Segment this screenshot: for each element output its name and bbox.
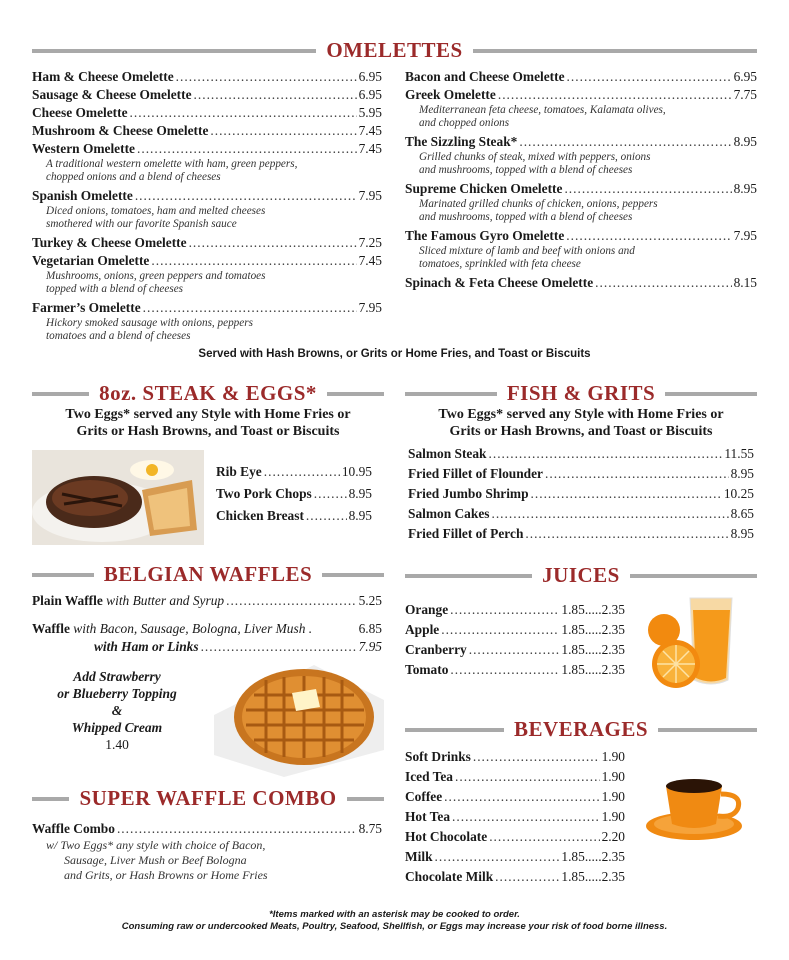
leader-dots — [491, 504, 728, 524]
item-description: Diced onions, tomatoes, ham and melted cheeses — [46, 205, 266, 217]
item-name: Ham & Cheese Omelette — [32, 69, 174, 84]
leader-dots — [595, 274, 731, 292]
juices-title: JUICES — [542, 563, 620, 587]
item-description: and mushrooms, topped with a blend of cheeses — [419, 164, 633, 176]
leader-dots — [210, 122, 356, 140]
menu-item-fried-jumbo-shrimp — [408, 484, 754, 504]
item-price: 1.85.....2.35 — [561, 849, 625, 864]
menu-item-sausage-cheese-omelette — [32, 86, 382, 104]
item-price: 1.90 — [601, 809, 625, 824]
menu-item-fried-fillet-of-flounder — [408, 464, 754, 484]
leader-dots — [566, 227, 731, 245]
menu-item-hot-chocolate — [405, 827, 625, 847]
leader-dots — [452, 807, 600, 827]
leader-dots — [143, 299, 357, 317]
item-name: Rib Eye — [216, 464, 262, 479]
fish-header — [405, 381, 757, 406]
item-price: 6.95 — [358, 87, 382, 102]
item-name: Milk — [405, 849, 433, 864]
omelettes-left-column — [32, 68, 382, 346]
item-name: The Famous Gyro Omelette — [405, 228, 565, 243]
steak-intro: Two Eggs* served any Style with Home Fries or Grits or Hash Browns, and Toast or Biscuits — [65, 407, 351, 439]
item-name: Farmer’s Omelette — [32, 300, 141, 315]
juices-list — [405, 600, 625, 680]
menu-item-milk — [405, 847, 625, 867]
leader-dots — [314, 483, 347, 505]
super-combo-description: w/ Two Eggs* any style with choice of Bacon, Sausage, Liver Mush or Beef Bologna and Grits, or Hash Browns or Home Fries — [46, 838, 268, 882]
fish-list — [408, 444, 754, 544]
item-name: Cheese Omelette — [32, 105, 128, 120]
steak-list — [216, 461, 372, 527]
footer-disclaimer: *Items marked with an asterisk may be cooked to order. Consuming raw or undercooked Meats, Poultry, Seafood, Shellfish, or Eggs may increase your risk of food borne illness. — [121, 909, 668, 932]
item-description: smothered with our favorite Spanish sauce — [46, 218, 237, 230]
item-price: 10.25 — [723, 486, 754, 501]
item-name: Spanish Omelette — [32, 188, 133, 203]
item-name: Fried Fillet of Flounder — [408, 466, 543, 481]
item-price: 1.90 — [601, 789, 625, 804]
waffle-photo — [204, 655, 386, 780]
waffles-title: BELGIAN WAFFLES — [103, 562, 313, 586]
item-price: 7.45 — [358, 123, 382, 138]
item-name: Turkey & Cheese Omelette — [32, 235, 187, 250]
item-name: The Sizzling Steak* — [405, 134, 518, 149]
menu-item-chicken-breast — [216, 505, 372, 527]
leader-dots — [455, 767, 600, 787]
steak-eggs-photo — [32, 450, 204, 545]
menu-item-spinach-feta-cheese-omelette — [405, 274, 757, 292]
leader-dots — [306, 505, 347, 527]
item-price: 10.95 — [341, 464, 372, 479]
item-price: 8.95 — [730, 466, 754, 481]
menu-item-orange — [405, 600, 625, 620]
item-name: Fried Jumbo Shrimp — [408, 486, 529, 501]
item-description: Sliced mixture of lamb and beef with onions and — [419, 245, 635, 257]
menu-item-salmon-steak — [408, 444, 754, 464]
item-name: Orange — [405, 602, 449, 617]
item-price: 8.95 — [733, 181, 757, 196]
item-name: Vegetarian Omelette — [32, 253, 150, 268]
leader-dots — [444, 787, 599, 807]
item-price: 7.45 — [358, 141, 382, 156]
item-name: Spinach & Feta Cheese Omelette — [405, 275, 594, 290]
omelettes-header — [32, 38, 757, 63]
item-price: 8.95 — [348, 486, 372, 501]
item-price: 1.85.....2.35 — [561, 642, 625, 657]
beverages-header — [405, 717, 757, 742]
item-name: Tomato — [405, 662, 449, 677]
served-with-note: Served with Hash Browns, or Grits or Home Fries, and Toast or Biscuits — [198, 348, 591, 360]
item-description: A traditional western omelette with ham, green peppers, — [46, 158, 298, 170]
item-name: Hot Chocolate — [405, 829, 488, 844]
item-description: Mushrooms, onions, green peppers and tomatoes — [46, 270, 266, 282]
leader-dots — [450, 600, 559, 620]
menu-item-ham-cheese-omelette — [32, 68, 382, 86]
item-description: Grilled chunks of steak, mixed with peppers, onions — [419, 151, 651, 163]
leader-dots — [137, 140, 357, 158]
item-name: Salmon Cakes — [408, 506, 490, 521]
menu-item-soft-drinks — [405, 747, 625, 767]
item-description: and chopped onions — [419, 117, 510, 129]
item-name: Iced Tea — [405, 769, 453, 784]
leader-dots — [519, 133, 731, 151]
leader-dots — [194, 86, 357, 104]
juices-header — [405, 563, 757, 588]
orange-juice-photo — [646, 592, 738, 692]
item-price: 7.95 — [358, 300, 382, 315]
item-name: Cranberry — [405, 642, 467, 657]
leader-dots — [564, 180, 731, 198]
item-name: Bacon and Cheese Omelette — [405, 69, 565, 84]
menu-item-coffee — [405, 787, 625, 807]
coffee-cup-photo — [644, 772, 750, 842]
menu-item-cranberry — [405, 640, 625, 660]
menu-item-tomato — [405, 660, 625, 680]
item-price: 7.25 — [358, 235, 382, 250]
leader-dots — [489, 444, 723, 464]
leader-dots — [264, 461, 340, 483]
item-name: Western Omelette — [32, 141, 135, 156]
super-combo-list — [32, 820, 382, 883]
item-name: Chocolate Milk — [405, 869, 494, 884]
menu-item-the-famous-gyro-omelette — [405, 227, 757, 245]
fish-title: FISH & GRITS — [506, 381, 656, 405]
item-description: and mushrooms, topped with a blend of cheeses — [419, 211, 633, 223]
waffles-list — [32, 592, 382, 656]
menu-item-the-sizzling-steak — [405, 133, 757, 151]
menu-item-fried-fillet-of-perch — [408, 524, 754, 544]
steak-header — [32, 381, 384, 406]
item-price: 8.15 — [733, 275, 757, 290]
waffles-header — [32, 562, 384, 587]
item-description: tomatoes, sprinkled with feta cheese — [419, 258, 581, 270]
menu-item-spanish-omelette — [32, 187, 382, 205]
item-price: 1.90 — [601, 749, 625, 764]
leader-dots — [498, 86, 732, 104]
menu-item-rib-eye — [216, 461, 372, 483]
item-description: Hickory smoked sausage with onions, peppers — [46, 317, 253, 329]
menu-item-iced-tea — [405, 767, 625, 787]
leader-dots — [130, 104, 357, 122]
menu-item-hot-tea — [405, 807, 625, 827]
leader-dots — [567, 68, 732, 86]
fish-intro: Two Eggs* served any Style with Home Fries or Grits or Hash Browns, and Toast or Biscuits — [438, 407, 724, 439]
menu-item-turkey-cheese-omelette — [32, 234, 382, 252]
menu-item-supreme-chicken-omelette — [405, 180, 757, 198]
menu-item-bacon-and-cheese-omelette — [405, 68, 757, 86]
leader-dots — [531, 484, 722, 504]
menu-item-waffle-combo: Waffle Combo ..... 8.75 — [32, 820, 382, 838]
menu-item-waffle-ham: with Ham or Links ..... 7.95 — [32, 638, 382, 656]
leader-dots — [489, 827, 599, 847]
item-price: 1.90 — [601, 769, 625, 784]
item-name: Supreme Chicken Omelette — [405, 181, 563, 196]
item-price: 7.95 — [733, 228, 757, 243]
item-price: 2.20 — [601, 829, 625, 844]
topping-offer: Add Strawberry or Blueberry Topping & Whipped Cream 1.40 — [57, 669, 177, 752]
item-name: Mushroom & Cheese Omelette — [32, 123, 209, 138]
item-name: Two Pork Chops — [216, 486, 312, 501]
leader-dots — [450, 660, 559, 680]
item-name: Sausage & Cheese Omelette — [32, 87, 192, 102]
item-description: Mediterranean feta cheese, tomatoes, Kalamata olives, — [419, 104, 666, 116]
leader-dots — [441, 620, 559, 640]
item-price: 1.85.....2.35 — [561, 869, 625, 884]
item-price: 8.65 — [730, 506, 754, 521]
item-description: topped with a blend of cheeses — [46, 283, 184, 295]
menu-item-plain-waffle: Plain Waffle with Butter and Syrup ..... 5.25 — [32, 592, 382, 610]
super-combo-header — [32, 786, 384, 811]
menu-item-mushroom-cheese-omelette — [32, 122, 382, 140]
menu-item-two-pork-chops — [216, 483, 372, 505]
leader-dots — [473, 747, 600, 767]
item-name: Salmon Steak — [408, 446, 487, 461]
item-price: 6.95 — [358, 69, 382, 84]
item-name: Soft Drinks — [405, 749, 471, 764]
omelettes-right-column — [405, 68, 757, 292]
item-price: 11.55 — [724, 446, 754, 461]
menu-item-salmon-cakes — [408, 504, 754, 524]
omelettes-title: OMELETTES — [326, 38, 463, 62]
super-combo-title: SUPER WAFFLE COMBO — [79, 786, 337, 810]
item-price: 1.85.....2.35 — [561, 602, 625, 617]
menu-item-vegetarian-omelette — [32, 252, 382, 270]
leader-dots — [525, 524, 728, 544]
leader-dots — [176, 68, 357, 86]
item-price: 7.75 — [733, 87, 757, 102]
item-price: 6.95 — [733, 69, 757, 84]
menu-item-waffle-combo-meat: Waffle with Bacon, Sausage, Bologna, Liver Mush . 6.85 — [32, 621, 382, 636]
leader-dots — [151, 252, 356, 270]
item-name: Hot Tea — [405, 809, 451, 824]
leader-dots — [469, 640, 560, 660]
menu-item-cheese-omelette — [32, 104, 382, 122]
menu-item-greek-omelette — [405, 86, 757, 104]
menu-item-western-omelette — [32, 140, 382, 158]
leader-dots — [189, 234, 357, 252]
item-description: chopped onions and a blend of cheeses — [46, 171, 221, 183]
menu-item-chocolate-milk — [405, 867, 625, 887]
item-price: 7.45 — [358, 253, 382, 268]
item-description: Marinated grilled chunks of chicken, onions, peppers — [419, 198, 658, 210]
menu-item-apple — [405, 620, 625, 640]
item-price: 8.95 — [733, 134, 757, 149]
item-name: Apple — [405, 622, 440, 637]
item-description: tomatoes and a blend of cheeses — [46, 330, 191, 342]
leader-dots — [545, 464, 729, 484]
item-name: Fried Fillet of Perch — [408, 526, 524, 541]
leader-dots — [435, 847, 560, 867]
item-name: Coffee — [405, 789, 443, 804]
beverages-list — [405, 747, 625, 887]
item-price: 5.95 — [358, 105, 382, 120]
item-price: 8.95 — [348, 508, 372, 523]
item-name: Greek Omelette — [405, 87, 496, 102]
leader-dots — [135, 187, 357, 205]
leader-dots — [495, 867, 559, 887]
item-price: 7.95 — [358, 188, 382, 203]
item-name: Chicken Breast — [216, 508, 304, 523]
item-price: 1.85.....2.35 — [561, 662, 625, 677]
item-price: 8.95 — [730, 526, 754, 541]
beverages-title: BEVERAGES — [513, 717, 649, 741]
steak-title: 8oz. STEAK & EGGS* — [99, 381, 317, 405]
menu-item-farmer-s-omelette — [32, 299, 382, 317]
item-price: 1.85.....2.35 — [561, 622, 625, 637]
